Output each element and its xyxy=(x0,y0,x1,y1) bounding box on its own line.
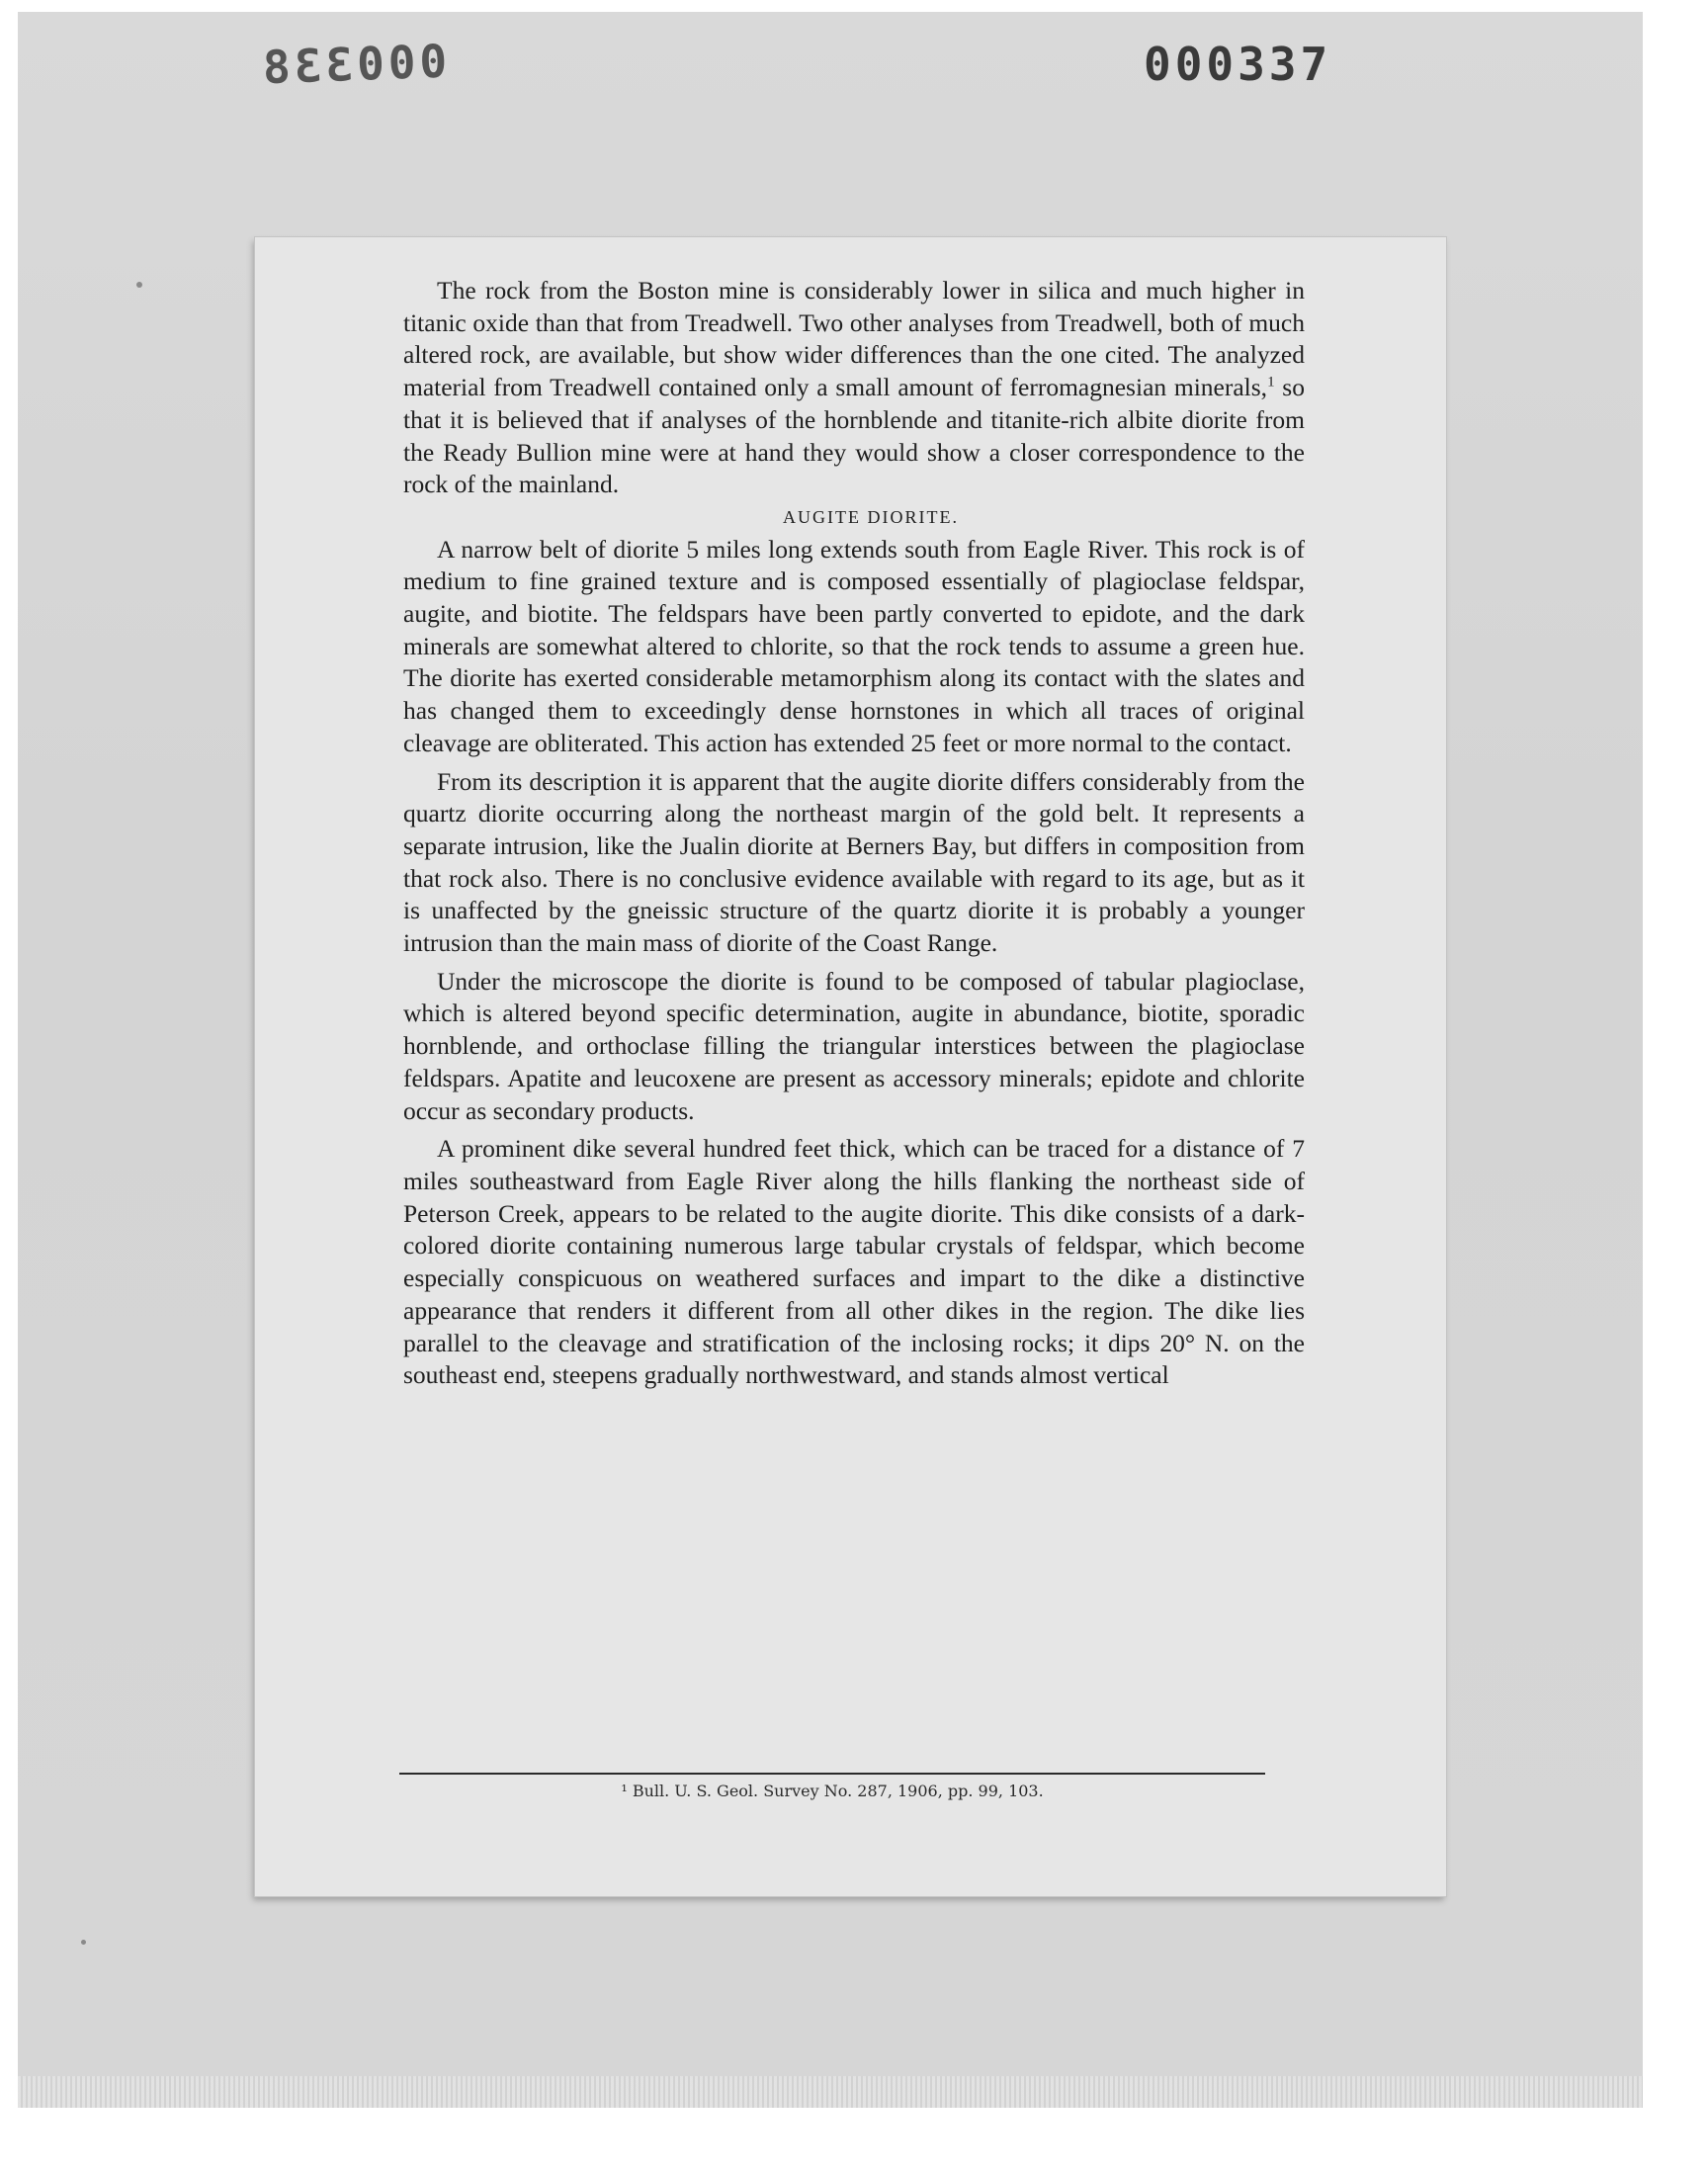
section-heading: AUGITE DIORITE. xyxy=(783,506,959,527)
scan-edge-strip xyxy=(18,2076,1643,2108)
paragraph-3: From its description it is apparent that the augite diorite differs considerably from the quartz diorite occurring along the northeast margin of the gold belt. It represents a separate intrusion, like the Jualin diorite at Berners Bay, but differs in composition from that rock also. There is no conclusive evidence available with regard to its age, but as it is unaffected by the gneissic structure of the quartz diorite it is probably a younger intrusion than the main mass of diorite of the Coast Range. xyxy=(403,766,1305,958)
paragraph-1-continuation: so that it is believed that if analyses of the hornblende and titanite-rich albite diorite from the Ready Bullion mine were at hand they would show a closer correspondence to the rock of the mainland. xyxy=(403,373,1305,499)
paragraph-1 xyxy=(403,275,1305,501)
page-number-stamp-left: 000338 xyxy=(258,34,449,95)
footnote-rule xyxy=(399,1773,1265,1775)
scan-speck xyxy=(136,282,142,288)
paragraph-1-text: The rock from the Boston mine is considerably lower in silica and much higher in titanic oxide than that from Treadwell. Two other analyses from Treadwell, both of much altered rock, are available, but show wider differences than the one cited. The analyzed material from Treadwell contained only a small amount of ferromagnesian minerals, xyxy=(403,276,1305,402)
body-text xyxy=(403,275,1305,1392)
footnote: ¹ Bull. U. S. Geol. Survey No. 287, 1906, pp. 99, 103. xyxy=(621,1782,1044,1800)
page-number-stamp-right: 000337 xyxy=(1144,38,1332,91)
document-page xyxy=(255,237,1446,1896)
paragraph-4: Under the microscope the diorite is found to be composed of tabular plagioclase, which is altered beyond specific determination, augite in abundance, biotite, sporadic hornblende, and orthoclase filling the triangular interstices between the plagioclase feldspars. Apatite and leucoxene are present as accessory minerals; epidote and chlorite occur as secondary products. xyxy=(403,966,1305,1125)
paragraph-5: A prominent dike several hundred feet thick, which can be traced for a distance of 7 miles southeastward from Eagle River along the hills flanking the northeast side of Peterson Creek, appears to be related to the augite diorite. This dike consists of a dark-colored diorite containing numerous large tabular crystals of feldspar, which become especially conspicuous on weathered surfaces and impart to the dike a distinctive appearance that renders it different from all other dikes in the region. The dike lies parallel to the cleavage and stratification of the inclosing rocks; it dips 20° N. on the southeast end, steepens gradually northwestward, and stands almost vertical xyxy=(403,1134,1305,1390)
scan-speck xyxy=(81,1940,86,1945)
footnote-reference: 1 xyxy=(1267,374,1275,391)
paragraph-2: A narrow belt of diorite 5 miles long extends south from Eagle River. This rock is of medium to fine grained texture and is composed essentially of plagioclase feldspar, augite, and biotite. The feldspars have been partly converted to epidote, and the dark minerals are somewhat altered to chlorite, so that the rock tends to assume a green hue. The diorite has exerted considerable metamorphism along its contact with the slates and has changed them to exceedingly dense hornstones in which all traces of original cleavage are obliterated. This action has extended 25 feet or more normal to the contact. xyxy=(403,534,1305,757)
